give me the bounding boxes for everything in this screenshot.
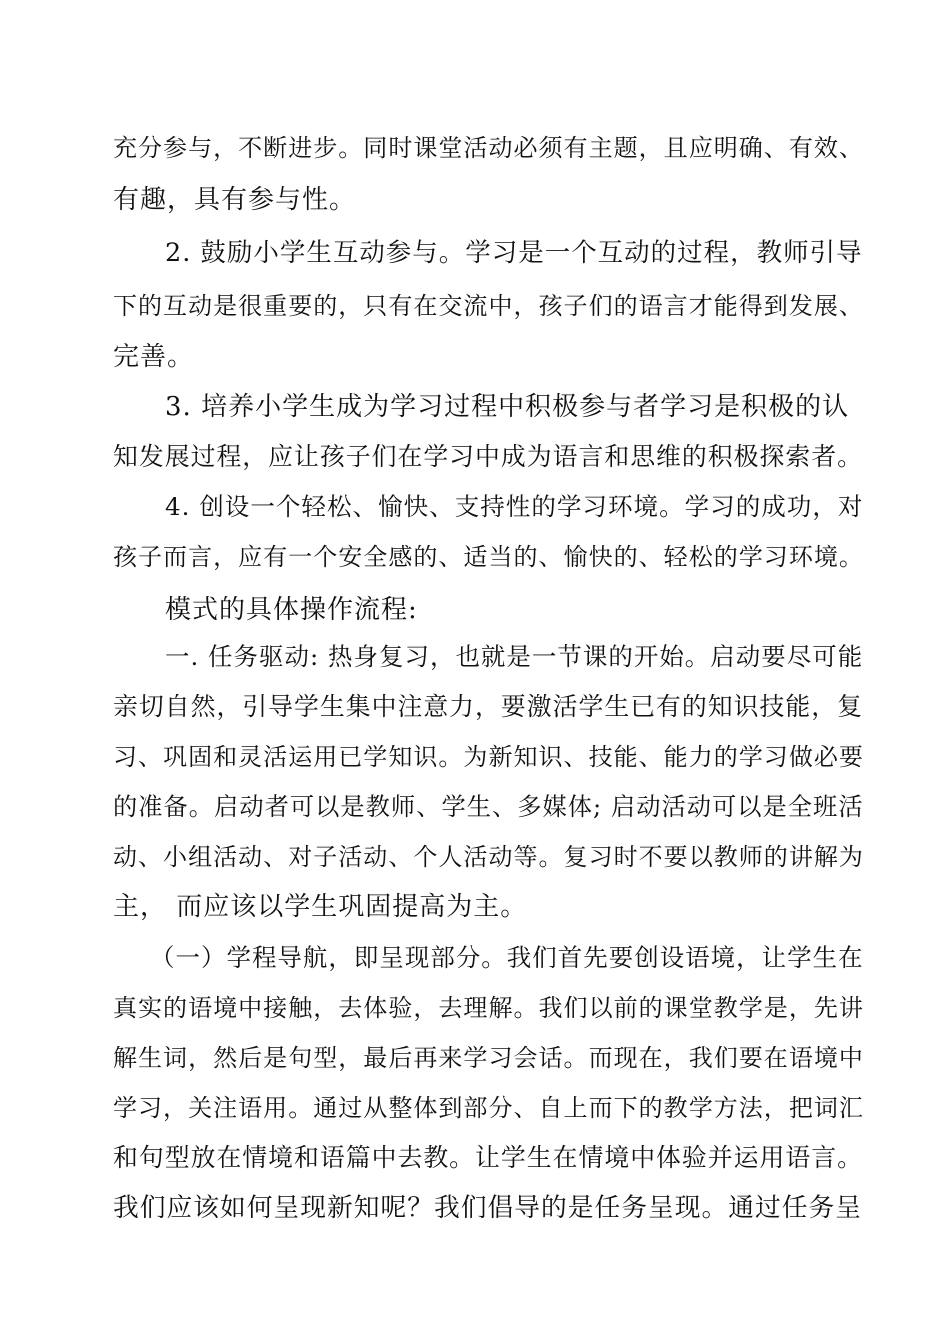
text-line: 3. 培养小学生成为学习过程中积极参与者学习是积极的认 <box>165 392 850 422</box>
text-line: 孩子而言，应有一个安全感的、适当的、愉快的、轻松的学习环境。 <box>113 543 864 571</box>
text-line: 下的互动是很重要的，只有在交流中，孩子们的语言才能得到发展、 <box>113 292 864 320</box>
text-line: 真实的语境中接触，去体验，去理解。我们以前的课堂教学是，先讲 <box>113 994 864 1022</box>
text-line: 一. 任务驱动: 热身复习，也就是一节课的开始。启动要尽可能 <box>165 642 864 671</box>
text-line: 习、巩固和灵活运用已学知识。为新知识、技能、能力的学习做必要 <box>113 743 864 771</box>
text-line: 亲切自然，引导学生集中注意力，要激活学生已有的知识技能，复 <box>113 692 863 721</box>
text-line: 我们应该如何呈现新知呢？我们倡导的是任务呈现。通过任务呈 <box>113 1193 862 1223</box>
text-line: 模式的具体操作流程: <box>165 595 418 625</box>
text-line: 的准备。启动者可以是教师、学生、多媒体; 启动活动可以是全班活 <box>113 792 864 821</box>
text-line: 和句型放在情境和语篇中去教。让学生在情境中体验并运用语言。 <box>113 1143 863 1172</box>
text-line: 4. 创设一个轻松、愉快、支持性的学习环境。学习的成功，对 <box>165 492 864 521</box>
text-line: （一）学程导航，即呈现部分。我们首先要创设语境，让学生在 <box>150 943 864 972</box>
text-line: 2. 鼓励小学生互动参与。学习是一个互动的过程，教师引导 <box>165 238 863 268</box>
text-line: 解生词，然后是句型，最后再来学习会话。而现在，我们要在语境中 <box>113 1044 864 1072</box>
text-line: 知发展过程，应让孩子们在学习中成为语言和思维的积极探索者。 <box>113 442 863 471</box>
text-line: 完善。 <box>113 342 195 372</box>
text-line: 动、小组活动、对子活动、个人活动等。复习时不要以教师的讲解为 <box>113 843 864 871</box>
text-line: 有趣，具有参与性。 <box>113 185 357 215</box>
text-line: 主， 而应该以学生巩固提高为主。 <box>113 892 528 922</box>
text-line: 学习，关注语用。通过从整体到部分、自上而下的教学方法，把词汇 <box>113 1094 864 1122</box>
text-line: 充分参与，不断进步。同时课堂活动必须有主题，且应明确、有效、 <box>113 134 864 162</box>
